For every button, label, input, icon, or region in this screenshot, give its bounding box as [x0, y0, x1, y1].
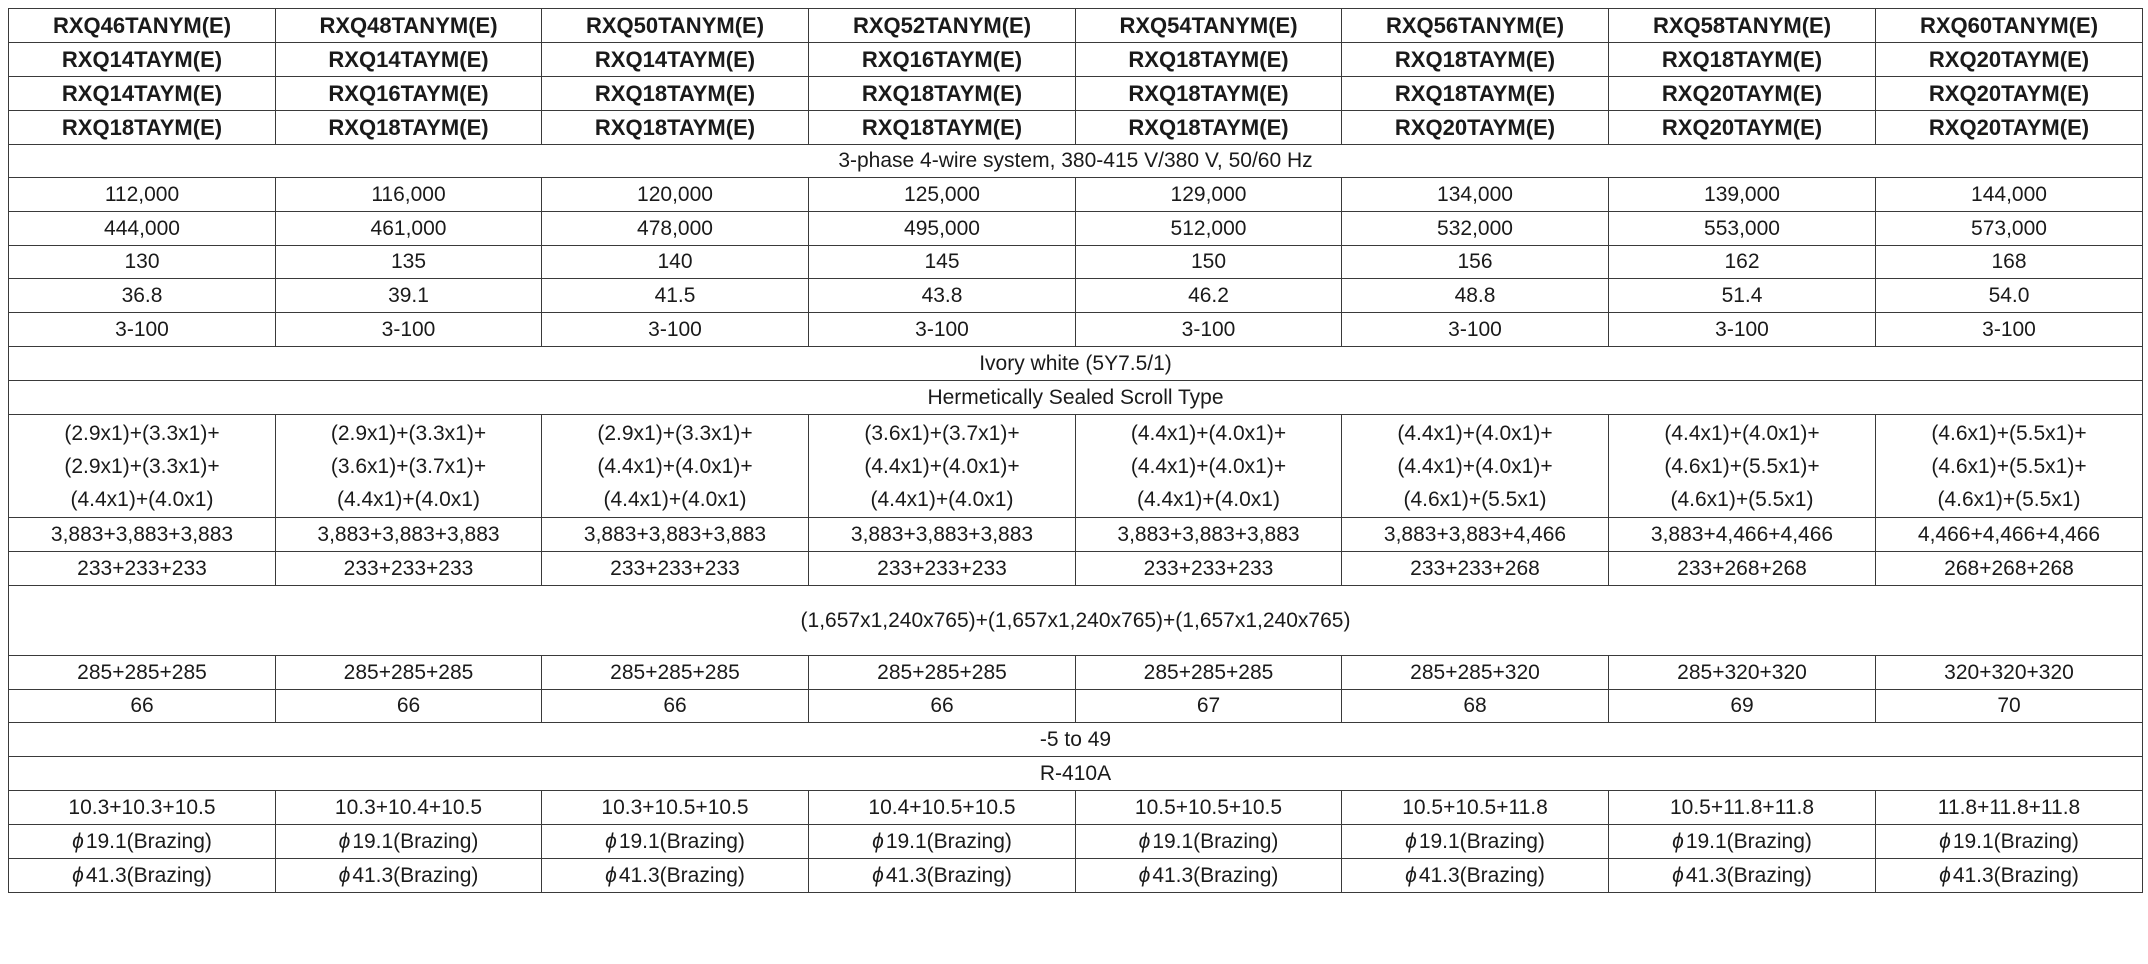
table-cell: 68: [1342, 690, 1609, 723]
table-cell: RXQ54TANYM(E): [1076, 9, 1342, 43]
capacity-b-row: [9, 212, 2143, 246]
table-cell: [9, 859, 276, 893]
table-cell: 10.5+11.8+11.8: [1609, 791, 1876, 825]
table-cell: 125,000: [809, 178, 1076, 212]
table-cell: 3,883+3,883+3,883: [1076, 518, 1342, 552]
table-cell: RXQ18TAYM(E): [9, 111, 276, 145]
table-cell: 233+233+268: [1342, 552, 1609, 586]
table-cell: [1342, 415, 1609, 518]
table-cell: 135: [276, 246, 542, 279]
diameter-symbol: ϕ: [338, 863, 351, 887]
table-cell: 573,000: [1876, 212, 2143, 246]
cell-line: (4.6x1)+(5.5x1): [1937, 487, 2081, 511]
table-cell: 10.3+10.5+10.5: [542, 791, 809, 825]
table-cell: 285+285+285: [1076, 656, 1342, 690]
table-cell: 285+285+285: [9, 656, 276, 690]
compressor-type-cell: Hermetically Sealed Scroll Type: [9, 381, 2143, 415]
table-cell: 320+320+320: [1876, 656, 2143, 690]
cell-line: (3.6x1)+(3.7x1)+: [330, 454, 487, 478]
table-cell: [809, 825, 1076, 859]
table-cell: 54.0: [1876, 279, 2143, 313]
cell-line: (4.6x1)+(5.5x1): [1403, 487, 1547, 511]
table-cell: 129,000: [1076, 178, 1342, 212]
table-cell: 120,000: [542, 178, 809, 212]
casing-color-cell: Ivory white (5Y7.5/1): [9, 347, 2143, 381]
diameter-symbol: ϕ: [1672, 829, 1684, 853]
table-cell: RXQ18TAYM(E): [1342, 43, 1609, 77]
table-cell: RXQ48TANYM(E): [276, 9, 542, 43]
airflow-a-row: [9, 518, 2143, 552]
pipe-size: 19.1(Brazing): [85, 829, 212, 853]
table-cell: [276, 825, 542, 859]
table-cell: 553,000: [1609, 212, 1876, 246]
table-cell: 11.8+11.8+11.8: [1876, 791, 2143, 825]
table-cell: RXQ50TANYM(E): [542, 9, 809, 43]
diameter-symbol: ϕ: [1405, 863, 1417, 887]
table-cell: [542, 825, 809, 859]
cell-line: (3.6x1)+(3.7x1)+: [864, 421, 1020, 445]
table-cell: 233+268+268: [1609, 552, 1876, 586]
pipe-size: 19.1(Brazing): [1152, 829, 1279, 853]
table-cell: RXQ18TAYM(E): [1076, 77, 1342, 111]
table-cell: RXQ18TAYM(E): [276, 111, 542, 145]
table-cell: 285+285+285: [276, 656, 542, 690]
table-cell: 285+285+285: [809, 656, 1076, 690]
cell-line: (4.4x1)+(4.0x1): [1137, 487, 1280, 511]
dimensions-row: [9, 586, 2143, 656]
pipe-size: 19.1(Brazing): [1952, 829, 2079, 853]
pipe-size: 19.1(Brazing): [618, 829, 745, 853]
table-cell: 145: [809, 246, 1076, 279]
cell-line: (4.6x1)+(5.5x1)+: [1931, 421, 2087, 445]
cell-line: (2.9x1)+(3.3x1)+: [64, 421, 220, 445]
table-cell: 4,466+4,466+4,466: [1876, 518, 2143, 552]
pipe-size: 41.3(Brazing): [1152, 863, 1279, 887]
table-cell: 233+233+233: [9, 552, 276, 586]
table-cell: 444,000: [9, 212, 276, 246]
table-cell: 285+320+320: [1609, 656, 1876, 690]
table-cell: 233+233+233: [276, 552, 542, 586]
cell-line: (4.4x1)+(4.0x1): [337, 487, 480, 511]
sound-level-row: [9, 690, 2143, 723]
table-cell: 168: [1876, 246, 2143, 279]
table-cell: 36.8: [9, 279, 276, 313]
airflow-b-row: [9, 552, 2143, 586]
table-cell: 3-100: [1876, 313, 2143, 347]
table-cell: 478,000: [542, 212, 809, 246]
table-cell: 130: [9, 246, 276, 279]
table-cell: 10.4+10.5+10.5: [809, 791, 1076, 825]
operation-range-cell: -5 to 49: [9, 723, 2143, 757]
cell-line: (4.4x1)+(4.0x1)+: [1130, 454, 1287, 478]
table-cell: 10.3+10.4+10.5: [276, 791, 542, 825]
pipe-size: 41.3(Brazing): [618, 863, 745, 887]
cell-line: (4.4x1)+(4.0x1)+: [1397, 421, 1553, 445]
table-cell: 3-100: [1609, 313, 1876, 347]
table-cell: RXQ58TANYM(E): [1609, 9, 1876, 43]
table-cell: RXQ18TAYM(E): [1076, 43, 1342, 77]
table-cell: [1076, 415, 1342, 518]
table-cell: RXQ18TAYM(E): [542, 77, 809, 111]
refrigerant-row: [9, 757, 2143, 791]
cell-line: (4.4x1)+(4.0x1)+: [864, 454, 1020, 478]
table-cell: 139,000: [1609, 178, 1876, 212]
table-cell: [1076, 825, 1342, 859]
cell-line: (4.4x1)+(4.0x1): [70, 487, 214, 511]
table-cell: [1609, 859, 1876, 893]
cell-line: (4.4x1)+(4.0x1): [870, 487, 1014, 511]
table-cell: 116,000: [276, 178, 542, 212]
table-cell: 3-100: [809, 313, 1076, 347]
table-cell: [9, 825, 276, 859]
table-cell: 46.2: [1076, 279, 1342, 313]
diameter-symbol: ϕ: [72, 863, 84, 887]
table-cell: [1876, 859, 2143, 893]
gas-pipe-row: [9, 859, 2143, 893]
table-cell: 48.8: [1342, 279, 1609, 313]
power-supply-row: [9, 145, 2143, 178]
compressor-type-row: [9, 381, 2143, 415]
table-cell: RXQ60TANYM(E): [1876, 9, 2143, 43]
cell-line: (4.4x1)+(4.0x1)+: [597, 454, 753, 478]
table-cell: 3,883+3,883+3,883: [542, 518, 809, 552]
table-cell: 66: [809, 690, 1076, 723]
diameter-symbol: ϕ: [1138, 829, 1151, 853]
machine-weight-row: [9, 656, 2143, 690]
diameter-symbol: ϕ: [1939, 863, 1951, 887]
table-cell: RXQ56TANYM(E): [1342, 9, 1609, 43]
table-cell: 10.3+10.3+10.5: [9, 791, 276, 825]
table-cell: [1342, 825, 1609, 859]
cell-line: (4.6x1)+(5.5x1)+: [1664, 454, 1820, 478]
casing-color-row: [9, 347, 2143, 381]
table-cell: [9, 415, 276, 518]
table-cell: RXQ20TAYM(E): [1876, 111, 2143, 145]
diameter-symbol: ϕ: [72, 829, 84, 853]
table-cell: 461,000: [276, 212, 542, 246]
table-cell: 156: [1342, 246, 1609, 279]
cell-line: (2.9x1)+(3.3x1)+: [330, 421, 487, 445]
dimensions-cell: (1,657x1,240x765)+(1,657x1,240x765)+(1,657x1,240x765): [9, 586, 2143, 656]
spec-table: [8, 8, 2143, 893]
cell-line: (2.9x1)+(3.3x1)+: [64, 454, 220, 478]
table-cell: [276, 415, 542, 518]
table-cell: RXQ18TAYM(E): [809, 77, 1076, 111]
table-cell: RXQ16TAYM(E): [809, 43, 1076, 77]
table-cell: RXQ52TANYM(E): [809, 9, 1076, 43]
cell-line: (4.4x1)+(4.0x1): [603, 487, 747, 511]
pipe-size: 19.1(Brazing): [1418, 829, 1545, 853]
table-cell: RXQ18TAYM(E): [1342, 77, 1609, 111]
table-cell: 10.5+10.5+11.8: [1342, 791, 1609, 825]
table-cell: 3-100: [276, 313, 542, 347]
pipe-size: 41.3(Brazing): [1952, 863, 2079, 887]
table-cell: 3,883+3,883+3,883: [9, 518, 276, 552]
table-cell: [809, 859, 1076, 893]
diameter-symbol: ϕ: [1138, 863, 1151, 887]
table-cell: 134,000: [1342, 178, 1609, 212]
table-cell: 3-100: [542, 313, 809, 347]
table-cell: 144,000: [1876, 178, 2143, 212]
table-cell: [1876, 415, 2143, 518]
table-cell: RXQ14TAYM(E): [276, 43, 542, 77]
diameter-symbol: ϕ: [1672, 863, 1684, 887]
unit-3-row: [9, 111, 2143, 145]
table-cell: RXQ20TAYM(E): [1609, 111, 1876, 145]
table-cell: RXQ14TAYM(E): [542, 43, 809, 77]
diameter-symbol: ϕ: [605, 829, 617, 853]
diameter-symbol: ϕ: [872, 829, 884, 853]
refrigerant-cell: R-410A: [9, 757, 2143, 791]
power-input-row: [9, 279, 2143, 313]
capacity-c-row: [9, 246, 2143, 279]
table-cell: 51.4: [1609, 279, 1876, 313]
model-name-row: [9, 9, 2143, 43]
table-cell: 66: [9, 690, 276, 723]
table-cell: RXQ18TAYM(E): [542, 111, 809, 145]
table-cell: RXQ20TAYM(E): [1876, 43, 2143, 77]
table-cell: [1876, 825, 2143, 859]
table-cell: 3-100: [1342, 313, 1609, 347]
table-cell: 140: [542, 246, 809, 279]
unit-1-row: [9, 43, 2143, 77]
cell-line: (4.4x1)+(4.0x1)+: [1130, 421, 1287, 445]
power-supply-cell: 3-phase 4-wire system, 380-415 V/380 V, 50/60 Hz: [9, 145, 2143, 178]
pipe-size: 19.1(Brazing): [1685, 829, 1812, 853]
table-cell: 233+233+233: [1076, 552, 1342, 586]
table-cell: 41.5: [542, 279, 809, 313]
table-cell: RXQ14TAYM(E): [9, 77, 276, 111]
cell-line: (4.4x1)+(4.0x1)+: [1397, 454, 1553, 478]
table-cell: 3,883+3,883+3,883: [276, 518, 542, 552]
table-cell: 67: [1076, 690, 1342, 723]
liquid-pipe-row: [9, 825, 2143, 859]
diameter-symbol: ϕ: [605, 863, 617, 887]
table-cell: RXQ16TAYM(E): [276, 77, 542, 111]
table-cell: [542, 859, 809, 893]
table-cell: 66: [542, 690, 809, 723]
table-cell: 233+233+233: [542, 552, 809, 586]
table-cell: 112,000: [9, 178, 276, 212]
pipe-size: 41.3(Brazing): [1685, 863, 1812, 887]
table-cell: 39.1: [276, 279, 542, 313]
capacity-control-row: [9, 313, 2143, 347]
table-cell: RXQ20TAYM(E): [1876, 77, 2143, 111]
cell-line: (4.6x1)+(5.5x1): [1670, 487, 1814, 511]
table-cell: 150: [1076, 246, 1342, 279]
compressor-output-row: [9, 415, 2143, 518]
table-cell: 268+268+268: [1876, 552, 2143, 586]
table-cell: 3,883+3,883+4,466: [1342, 518, 1609, 552]
table-cell: [1342, 859, 1609, 893]
cell-line: (4.4x1)+(4.0x1)+: [1664, 421, 1820, 445]
table-cell: [809, 415, 1076, 518]
table-cell: 233+233+233: [809, 552, 1076, 586]
pipe-size: 19.1(Brazing): [885, 829, 1012, 853]
pipe-size: 41.3(Brazing): [352, 863, 479, 887]
table-cell: 512,000: [1076, 212, 1342, 246]
table-cell: 495,000: [809, 212, 1076, 246]
table-cell: 10.5+10.5+10.5: [1076, 791, 1342, 825]
cell-line: (4.6x1)+(5.5x1)+: [1931, 454, 2087, 478]
table-cell: 3,883+3,883+3,883: [809, 518, 1076, 552]
table-cell: [276, 859, 542, 893]
cell-line: (2.9x1)+(3.3x1)+: [597, 421, 753, 445]
pipe-size: 19.1(Brazing): [352, 829, 479, 853]
pipe-size: 41.3(Brazing): [1418, 863, 1545, 887]
capacity-a-row: [9, 178, 2143, 212]
table-cell: 3-100: [9, 313, 276, 347]
unit-2-row: [9, 77, 2143, 111]
table-cell: RXQ46TANYM(E): [9, 9, 276, 43]
diameter-symbol: ϕ: [872, 863, 884, 887]
table-cell: RXQ18TAYM(E): [809, 111, 1076, 145]
diameter-symbol: ϕ: [1405, 829, 1417, 853]
table-cell: 3-100: [1076, 313, 1342, 347]
table-cell: 532,000: [1342, 212, 1609, 246]
table-cell: RXQ14TAYM(E): [9, 43, 276, 77]
table-cell: 43.8: [809, 279, 1076, 313]
diameter-symbol: ϕ: [1939, 829, 1951, 853]
table-cell: RXQ18TAYM(E): [1076, 111, 1342, 145]
refrigerant-charge-row: [9, 791, 2143, 825]
diameter-symbol: ϕ: [338, 829, 351, 853]
table-cell: RXQ20TAYM(E): [1342, 111, 1609, 145]
pipe-size: 41.3(Brazing): [885, 863, 1012, 887]
table-cell: 70: [1876, 690, 2143, 723]
table-cell: [1076, 859, 1342, 893]
table-cell: [1609, 825, 1876, 859]
table-cell: RXQ20TAYM(E): [1609, 77, 1876, 111]
table-cell: 285+285+320: [1342, 656, 1609, 690]
table-cell: RXQ18TAYM(E): [1609, 43, 1876, 77]
table-cell: 66: [276, 690, 542, 723]
table-cell: [542, 415, 809, 518]
table-cell: 162: [1609, 246, 1876, 279]
pipe-size: 41.3(Brazing): [85, 863, 212, 887]
operation-range-row: [9, 723, 2143, 757]
table-cell: 3,883+4,466+4,466: [1609, 518, 1876, 552]
spec-table-body: [9, 9, 2143, 893]
table-cell: 69: [1609, 690, 1876, 723]
table-cell: [1609, 415, 1876, 518]
table-cell: 285+285+285: [542, 656, 809, 690]
